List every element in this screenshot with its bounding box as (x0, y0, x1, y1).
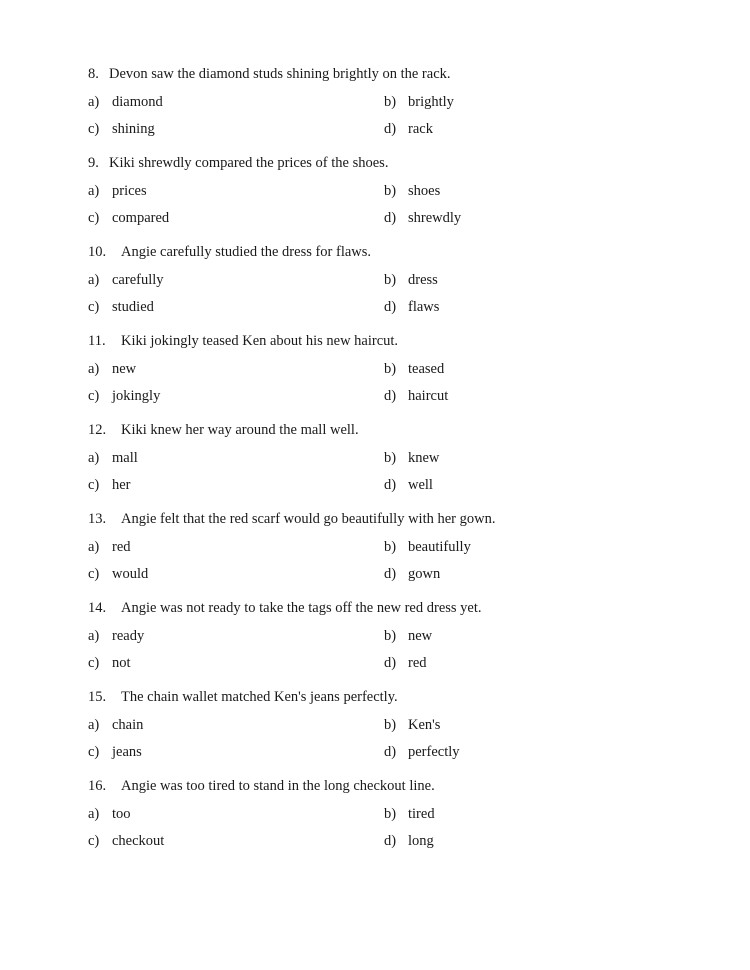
question-text: Devon saw the diamond studs shining brightly on the rack. (109, 66, 451, 82)
option-text: beautifully (408, 539, 471, 555)
option-text: shoes (408, 183, 441, 199)
question-text: Angie felt that the red scarf would go beautifully with her gown. (121, 511, 496, 527)
question-text: Angie was too tired to stand in the long checkout line. (121, 778, 435, 794)
option-letter: d) (384, 655, 397, 671)
option-letter: d) (384, 744, 397, 760)
option-text: gown (408, 566, 441, 582)
option-text: Ken's (408, 717, 441, 733)
question-number: 16. (88, 778, 107, 794)
option-text: red (408, 655, 427, 671)
option-text: flaws (408, 299, 440, 315)
question-number: 8. (88, 66, 99, 82)
option-letter: b) (384, 450, 397, 466)
question-line (88, 778, 435, 795)
option-letter: c) (88, 566, 100, 582)
option-text: shrewdly (408, 210, 462, 226)
question-text: Kiki jokingly teased Ken about his new haircut. (121, 333, 399, 349)
option-letter: a) (88, 272, 100, 288)
option-letter: c) (88, 833, 100, 849)
option-text: brightly (408, 94, 454, 110)
option-letter: a) (88, 628, 100, 644)
option-text: prices (112, 183, 147, 199)
option-text: tired (408, 806, 435, 822)
option-letter: c) (88, 121, 100, 137)
option-text: jeans (112, 744, 142, 760)
option-letter: a) (88, 183, 100, 199)
option-letter: d) (384, 121, 397, 137)
question-text: Angie carefully studied the dress for flaws. (121, 244, 372, 260)
option-letter: c) (88, 655, 100, 671)
option-letter: c) (88, 744, 100, 760)
question-number: 14. (88, 600, 107, 616)
option-letter: b) (384, 272, 397, 288)
option-letter: d) (384, 566, 397, 582)
option-text: shining (112, 121, 155, 137)
question-line (88, 422, 359, 439)
option-letter: c) (88, 210, 100, 226)
option-letter: b) (384, 628, 397, 644)
question-text: Angie was not ready to take the tags off the new red dress yet. (121, 600, 482, 616)
option-text: jokingly (112, 388, 161, 404)
question-number: 12. (88, 422, 107, 438)
question-line (88, 66, 451, 83)
option-text: her (112, 477, 131, 493)
option-letter: b) (384, 94, 397, 110)
option-text: new (408, 628, 433, 644)
option-letter: a) (88, 94, 100, 110)
option-text: dress (408, 272, 438, 288)
option-text: studied (112, 299, 154, 315)
option-text: well (408, 477, 433, 493)
option-text: long (408, 833, 434, 849)
option-letter: d) (384, 299, 397, 315)
option-letter: a) (88, 806, 100, 822)
option-text: would (112, 566, 149, 582)
option-letter: a) (88, 450, 100, 466)
option-letter: c) (88, 299, 100, 315)
option-letter: a) (88, 539, 100, 555)
option-text: knew (408, 450, 440, 466)
option-text: compared (112, 210, 170, 226)
option-letter: b) (384, 539, 397, 555)
question-number: 9. (88, 155, 99, 171)
question-line (88, 511, 495, 528)
question-number: 15. (88, 689, 107, 705)
option-text: new (112, 361, 137, 377)
option-text: diamond (112, 94, 163, 110)
question-number: 10. (88, 244, 107, 260)
option-text: checkout (112, 833, 165, 849)
option-letter: c) (88, 388, 100, 404)
question-line (88, 600, 482, 617)
question-number: 11. (88, 333, 106, 349)
option-text: mall (112, 450, 138, 466)
question-text: The chain wallet matched Ken's jeans perfectly. (121, 689, 398, 705)
option-letter: b) (384, 183, 397, 199)
option-text: not (112, 655, 131, 671)
option-letter: b) (384, 717, 397, 733)
option-letter: b) (384, 361, 397, 377)
option-text: rack (408, 121, 433, 137)
option-letter: d) (384, 388, 397, 404)
option-text: carefully (112, 272, 164, 288)
question-line (88, 155, 388, 172)
option-letter: a) (88, 717, 100, 733)
question-number: 13. (88, 511, 107, 527)
option-letter: c) (88, 477, 100, 493)
question-text: Kiki shrewdly compared the prices of the shoes. (109, 155, 389, 171)
option-text: perfectly (408, 744, 460, 760)
option-text: too (112, 806, 131, 822)
option-text: red (112, 539, 131, 555)
option-letter: d) (384, 210, 397, 226)
option-text: ready (112, 628, 145, 644)
option-text: haircut (408, 388, 449, 404)
option-letter: a) (88, 361, 100, 377)
option-letter: d) (384, 833, 397, 849)
option-letter: d) (384, 477, 397, 493)
option-text: teased (408, 361, 445, 377)
option-text: chain (112, 717, 144, 733)
option-letter: b) (384, 806, 397, 822)
question-line (88, 689, 398, 706)
question-line (88, 244, 371, 261)
question-text: Kiki knew her way around the mall well. (121, 422, 359, 438)
question-line (88, 333, 398, 350)
